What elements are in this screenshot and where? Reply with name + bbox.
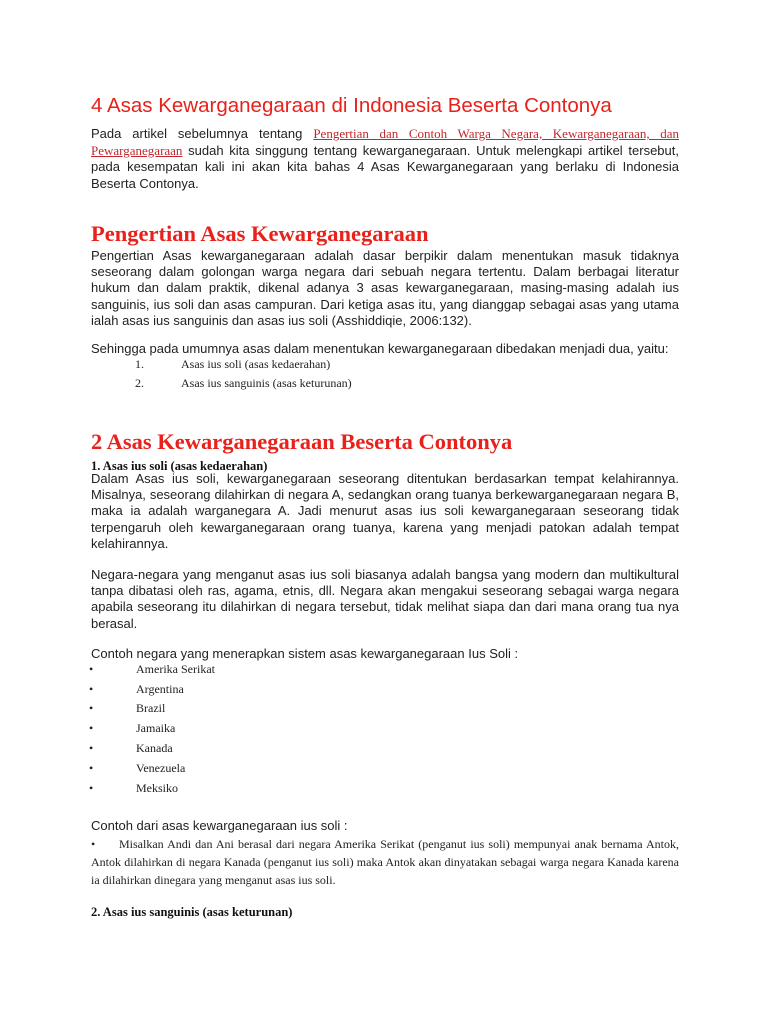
country-list-item: Amerika Serikat: [136, 662, 215, 676]
list-item-number: 2.: [135, 376, 144, 390]
subheading-ius-soli: 1. Asas ius soli (asas kedaerahan): [91, 459, 268, 473]
bullet-icon: •: [89, 682, 94, 696]
ius-soli-paragraph: Dalam Asas ius soli, kewarganegaraan seseorang ditentukan berdasarkan tempat kelahirannya. Misalnya, seseorang dilahirkan di negara A, sedangkan orang tuanya berkewarganegaraan negara B, maka ia adalah warganegara A. Jadi menurut asas ius soli kewarganegaraan seseorang tidak terpengaruh oleh kewarganegaraan orang tuanya, karena yang menjadi patokan adalah tempat kelahirannya.: [91, 471, 679, 551]
bullet-icon: •: [91, 837, 96, 851]
country-list-item: Argentina: [136, 682, 184, 696]
countries-lead: Contoh negara yang menerapkan sistem asas kewarganegaraan Ius Soli :: [91, 646, 519, 661]
example-text: Misalkan Andi dan Ani berasal dari negara Amerika Serikat (penganut ius soli) mempunyai anak bernama Antok, Antok dilahirkan di negara Kanada (penganut ius soli) maka Antok akan dinyatakan sebagai warga negara Kanada karena ia dilahirkan dinegara yang menganut asas ius soli.: [91, 837, 679, 887]
page-title: 4 Asas Kewarganegaraan di Indonesia Beserta Contonya: [91, 94, 612, 117]
pengertian-paragraph: Pengertian Asas kewarganegaraan adalah dasar berpikir dalam menentukan masuk tidaknya seseorang dalam golongan warga negara dari sebuah negara tertentu. Dalam berbagai literatur hukum dan dalam praktik, dikenal adanya 3 asas kewarganegaraan, masing-masing adalah ius sanguinis, ius soli dan asas campuran. Dari ketiga asas itu, yang dianggap sebagai asas yang utama ialah asas ius sanguinis dan asas ius soli (Asshiddiqie, 2006:132).: [91, 248, 679, 328]
bullet-icon: •: [89, 761, 94, 775]
bullet-icon: •: [89, 701, 94, 715]
intro-text-after-link: sudah kita singgung tentang kewarganegaraan. Untuk melengkapi artikel tersebut, pada kesempatan kali ini akan kita bahas 4 Asas Kewarganegaraan yang berlaku di Indonesia Beserta Contonya.: [91, 142, 679, 191]
related-article-link[interactable]: Pengertian dan Contoh Warga Negara, Kewarganegaraan, dan Pewarganegaraan: [91, 126, 679, 158]
intro-text-before-link: Pada artikel sebelumnya tentang: [91, 126, 303, 141]
list-item-text: Asas ius soli (asas kedaerahan): [181, 357, 331, 371]
example-paragraph: [91, 835, 679, 889]
list-item-text: Asas ius sanguinis (asas keturunan): [181, 376, 352, 390]
bullet-icon: •: [89, 721, 94, 735]
country-list-item: Kanada: [136, 741, 173, 755]
two-principles-lead: Sehingga pada umumnya asas dalam menentukan kewarganegaraan dibedakan menjadi dua, yaitu:: [91, 341, 669, 356]
section-heading-pengertian: Pengertian Asas Kewarganegaraan: [91, 221, 429, 246]
bullet-icon: •: [89, 741, 94, 755]
ius-soli-countries-paragraph: Negara-negara yang menganut asas ius soli biasanya adalah bangsa yang modern dan multikultural tanpa dibatasi oleh ras, agama, etnis, dll. Negara akan mengakui seseorang sebagai warga negara apabila seseorang itu dilahirkan di negara tersebut, tidak melihat siapa dan dari mana orang tua nya berasal.: [91, 567, 679, 631]
subheading-ius-sanguinis: 2. Asas ius sanguinis (asas keturunan): [91, 905, 293, 919]
country-list-item: Brazil: [136, 701, 166, 715]
bullet-icon: •: [89, 662, 94, 676]
bullet-icon: •: [89, 781, 94, 795]
section-heading-examples: 2 Asas Kewarganegaraan Beserta Contonya: [91, 429, 513, 454]
country-list-item: Meksiko: [136, 781, 178, 795]
example-lead: Contoh dari asas kewarganegaraan ius soli :: [91, 818, 348, 833]
country-list-item: Venezuela: [136, 761, 186, 775]
country-list-item: Jamaika: [136, 721, 176, 735]
list-item-number: 1.: [135, 357, 144, 371]
intro-paragraph: [91, 126, 679, 192]
